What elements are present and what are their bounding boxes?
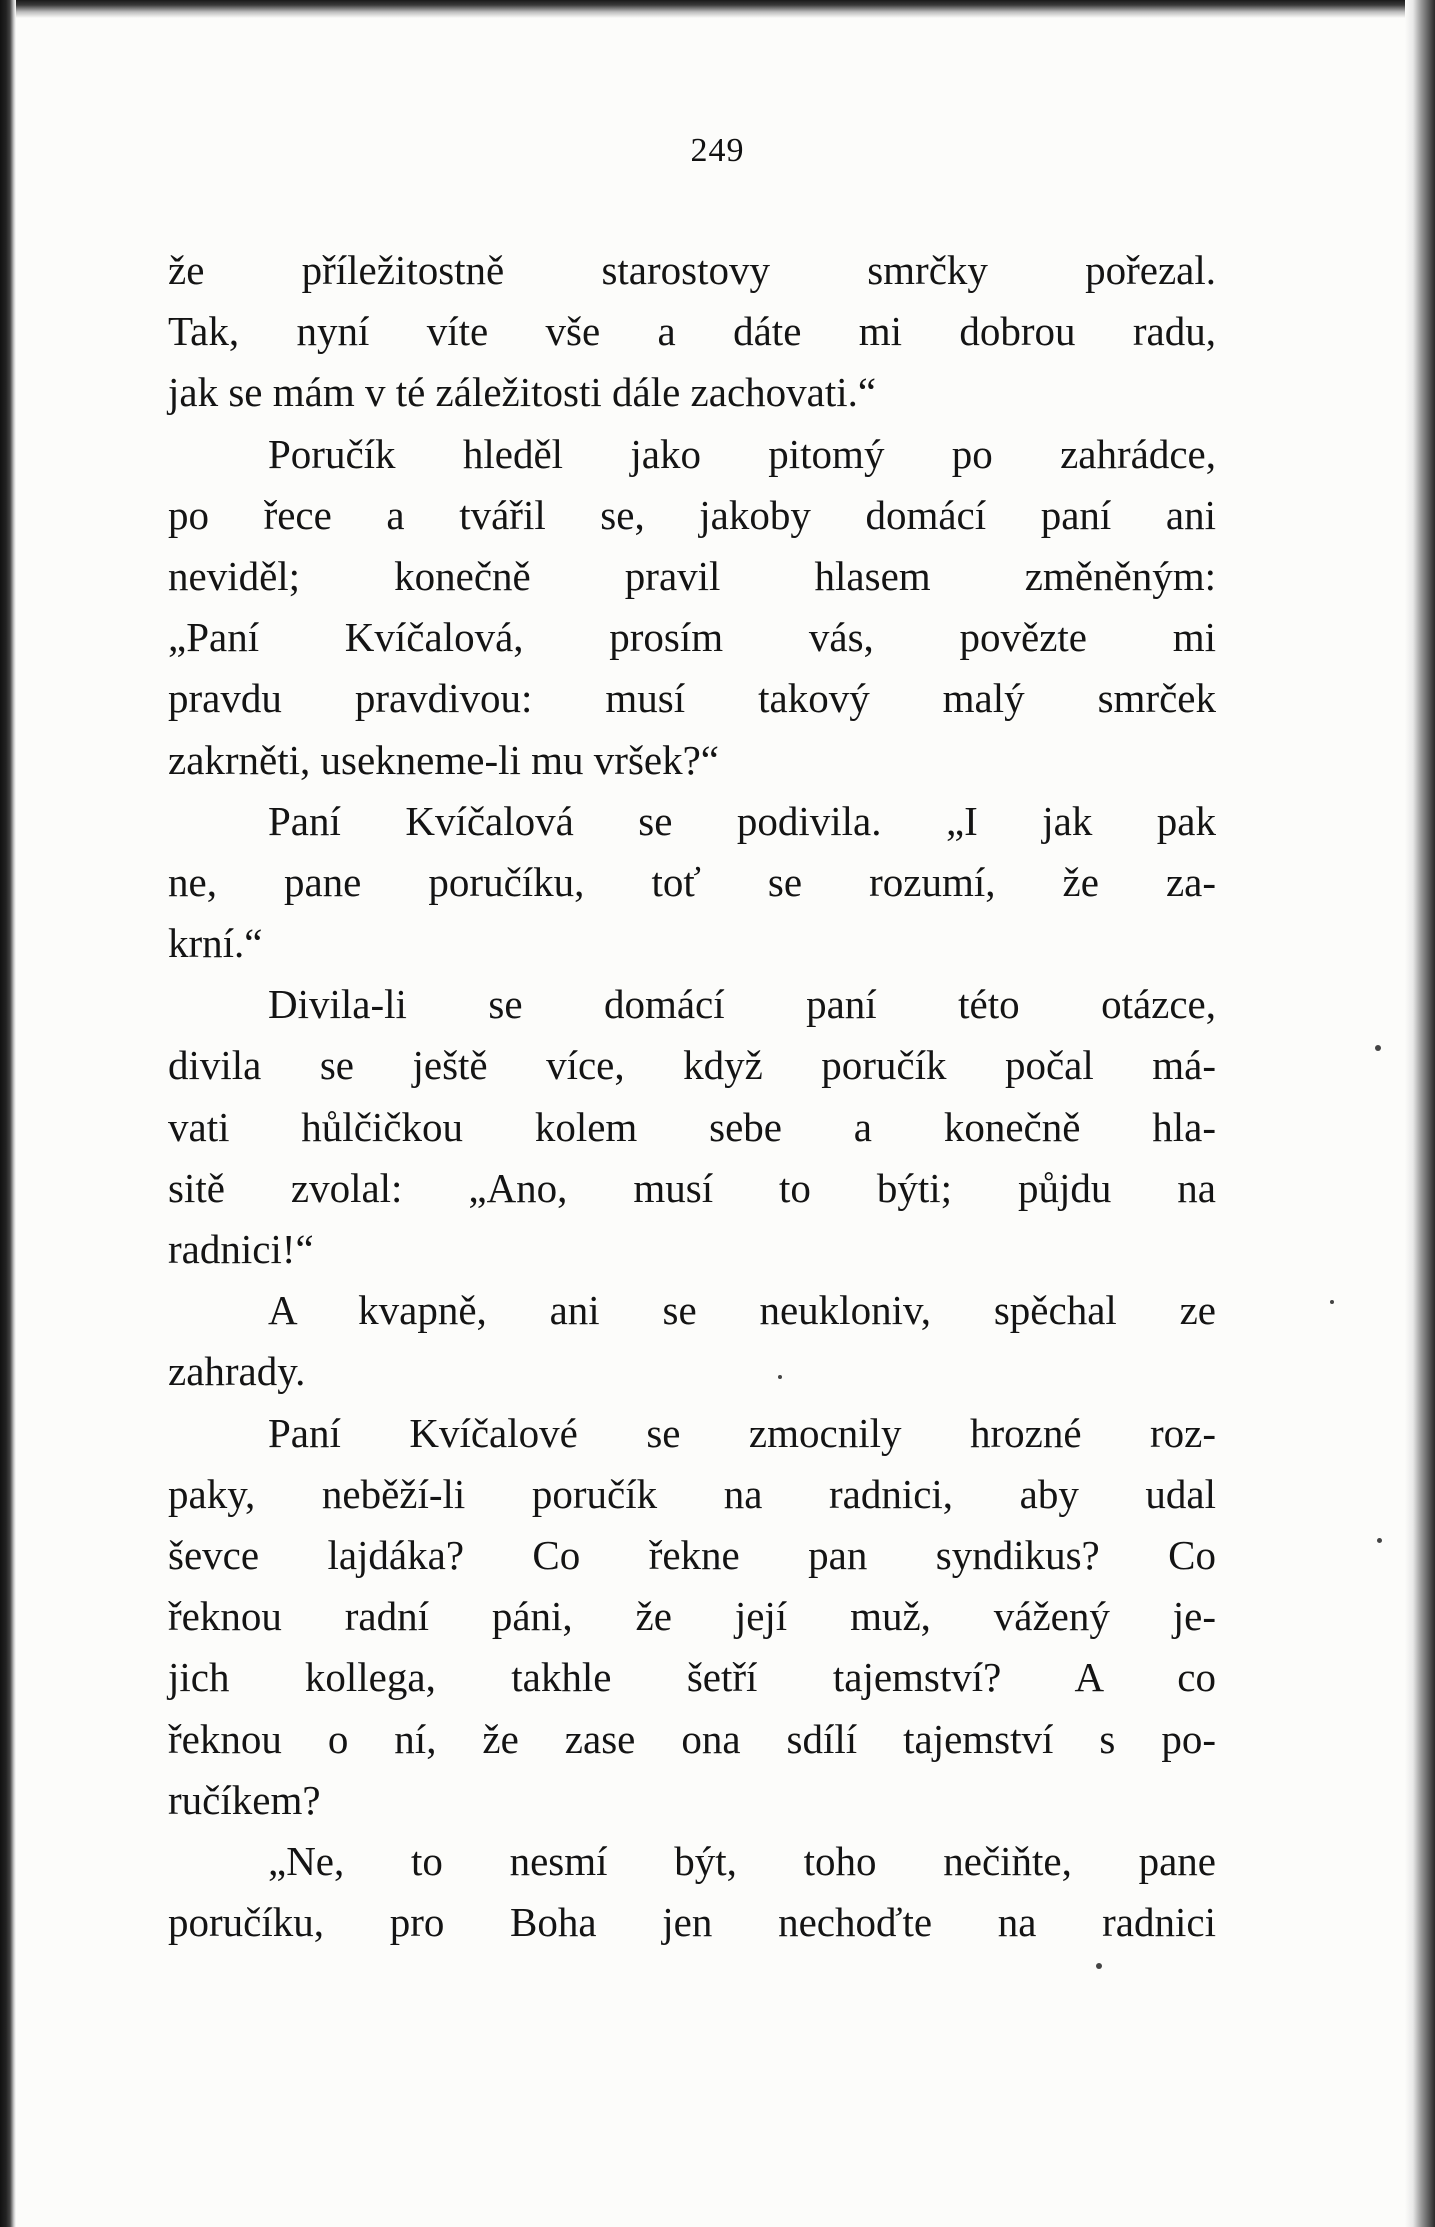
text-line: Paní Kvíčalové se zmocnily hrozné roz- [268, 1409, 1216, 1456]
text-line: radnici!“ [168, 1226, 314, 1272]
text-line: zakrněti, usekneme-li mu vršek?“ [168, 736, 719, 783]
scan-speck [1375, 1045, 1381, 1051]
text-line: „Paní Kvíčalová, prosím vás, povězte mi [168, 614, 1216, 661]
text-line: krní.“ [168, 920, 263, 967]
text-line: sitě zvolal: „Ano, musí to býti; půjdu na [168, 1164, 1216, 1211]
text-line: řeknou radní páni, že její muž, vážený je- [168, 1593, 1216, 1640]
text-line: pravdu pravdivou: musí takový malý smrček [168, 675, 1216, 722]
scan-top-edge [0, 0, 1435, 18]
text-line: A kvapně, ani se neukloniv, spěchal ze [268, 1287, 1216, 1334]
scan-speck [1096, 1963, 1102, 1969]
text-line: ševce lajdáka? Co řekne pan syndikus? Co [168, 1531, 1216, 1578]
text-line: Poručík hleděl jako pitomý po zahrádce, [268, 430, 1216, 477]
text-line: Divila-li se domácí paní této otázce, [268, 981, 1216, 1028]
text-line: „Ne, to nesmí být, toho nečiňte, pane [268, 1837, 1216, 1884]
scan-speck [1330, 1300, 1334, 1304]
text-line: vati hůlčičkou kolem sebe a konečně hla- [168, 1103, 1216, 1150]
text-line: divila se ještě více, když poručík počal má- [168, 1042, 1216, 1089]
text-line: jak se mám v té záležitosti dále zachovati.“ [168, 369, 877, 416]
text-line: řeknou o ní, že zase ona sdílí tajemství s po- [168, 1715, 1216, 1762]
text-line: neviděl; konečně pravil hlasem změněným: [168, 552, 1216, 599]
text-line: zahrady. [168, 1348, 306, 1395]
text-line: Tak, nyní víte vše a dáte mi dobrou radu, [168, 308, 1216, 355]
text-line: ručíkem? [168, 1776, 321, 1823]
scan-left-edge [0, 0, 16, 2227]
scan-speck [778, 1375, 782, 1379]
page-number: 249 [690, 132, 745, 169]
text-line: paky, neběží-li poručík na radnici, aby udal [168, 1470, 1216, 1517]
scan-right-edge [1405, 0, 1435, 2227]
text-line: ne, pane poručíku, toť se rozumí, že za- [168, 858, 1216, 905]
text-line: poručíku, pro Boha jen nechoďte na radnici [168, 1899, 1216, 1946]
body-text [168, 240, 1216, 1953]
text-line: že příležitostně starostovy smrčky pořezal. [168, 247, 1216, 293]
text-line: jich kollega, takhle šetří tajemství? A co [168, 1654, 1216, 1701]
scan-speck [1377, 1538, 1382, 1543]
text-line: po řece a tvářil se, jakoby domácí paní ani [168, 491, 1216, 538]
text-line: Paní Kvíčalová se podivila. „I jak pak [268, 797, 1216, 844]
